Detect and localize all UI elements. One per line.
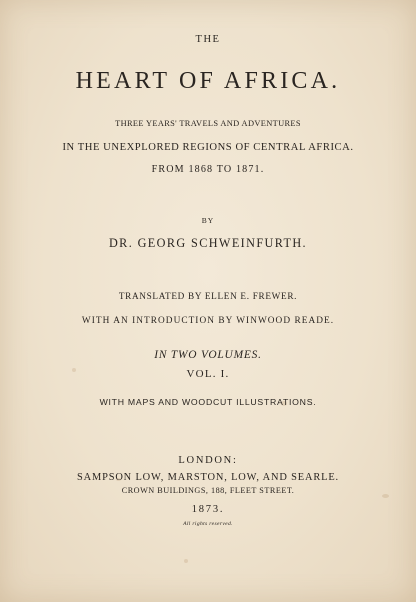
paper-foxing-spot: [184, 559, 188, 563]
subtitle-line-1: THREE YEARS' TRAVELS AND ADVENTURES: [115, 119, 301, 128]
publication-city: LONDON:: [178, 455, 238, 466]
publisher-name: SAMPSON LOW, MARSTON, LOW, AND SEARLE.: [77, 472, 339, 483]
illustrations-note: WITH MAPS AND WOODCUT ILLUSTRATIONS.: [99, 397, 317, 407]
volumes-note: IN TWO VOLUMES.: [154, 349, 262, 361]
book-title: HEART OF AFRICA.: [75, 68, 341, 94]
subtitle-line-3: FROM 1868 TO 1871.: [151, 164, 265, 175]
publisher-address: CROWN BUILDINGS, 188, FLEET STREET.: [121, 486, 295, 495]
title-article: THE: [195, 34, 221, 45]
volume-number: VOL. I.: [186, 368, 230, 380]
author-by: BY: [201, 216, 215, 225]
subtitle-line-2: IN THE UNEXPLORED REGIONS OF CENTRAL AFRICA.: [62, 142, 354, 153]
translator-credit: TRANSLATED BY ELLEN E. FREWER.: [118, 291, 298, 301]
author-name: DR. GEORG SCHWEINFURTH.: [108, 236, 308, 250]
rights-notice: All rights reserved.: [183, 521, 233, 527]
introduction-credit: WITH AN INTRODUCTION BY WINWOOD READE.: [81, 316, 335, 326]
publication-year: 1873.: [191, 504, 225, 515]
